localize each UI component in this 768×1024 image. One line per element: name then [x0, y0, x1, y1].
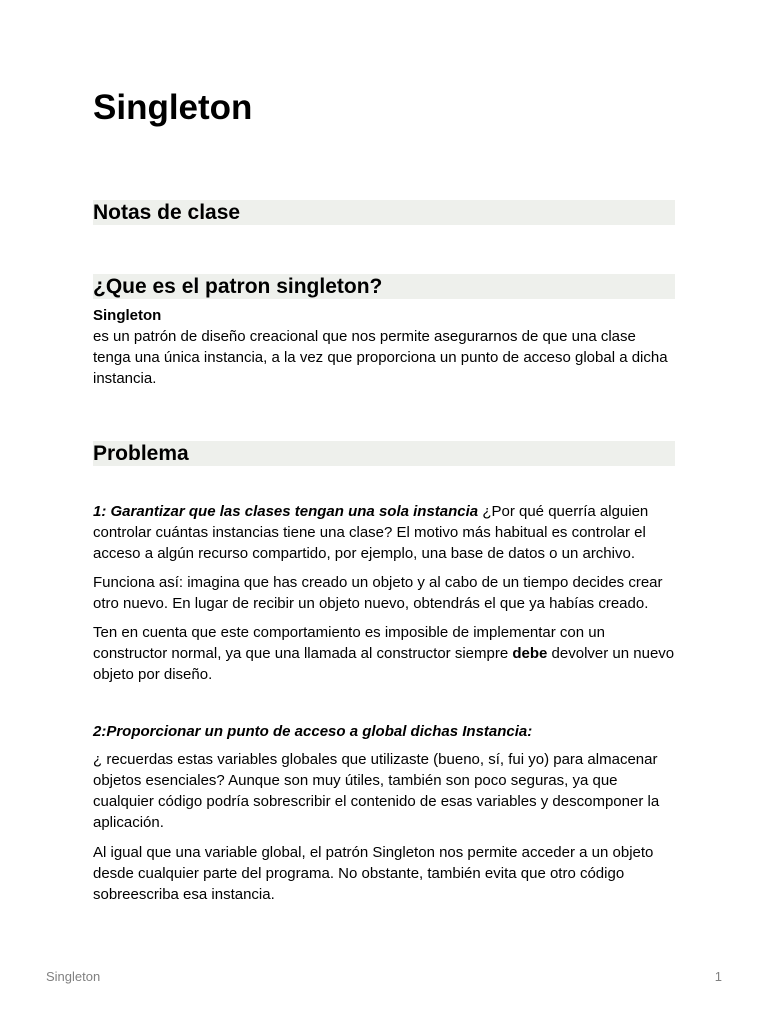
paragraph-3-text-before: Ten en cuenta que este comportamiento es imposible de implementar con un constructor normal, ya que una llamada al constructor siempre [93, 624, 605, 662]
problem-point-1-paragraph-2: Funciona así: imagina que has creado un objeto y al cabo de un tiempo decides crear otro nuevo. En lugar de recibir un objeto nuevo, obtendrás el que ya habías creado. [93, 574, 663, 612]
paragraph-3-bold-word: debe [512, 645, 548, 662]
section-heading-que-es: ¿Que es el patron singleton? [93, 274, 675, 299]
problem-point-1-title: 1: Garantizar que las clases tengan una sola instancia [93, 503, 479, 520]
problem-point-1-paragraph [93, 501, 675, 564]
problem-point-1-paragraph-3 [93, 622, 675, 685]
section-heading-notas: Notas de clase [93, 200, 675, 225]
problem-point-2-paragraph-1: ¿ recuerdas estas variables globales que utilizaste (bueno, sí, fui yo) para almacenar objetos esenciales? Aunque son muy útiles, también son poco seguras, ya que cualquier código podría sobrescribir el contenido de esas variables y descomponer la aplicación. [93, 751, 660, 831]
problem-point-2-title [93, 721, 675, 742]
section-heading-problema: Problema [93, 441, 675, 466]
definition-text: es un patrón de diseño creacional que nos permite asegurarnos de que una clase tenga una única instancia, a la vez que proporciona un punto de acceso global a dicha instancia. [93, 328, 668, 387]
definition-paragraph [93, 305, 675, 389]
problem-point-1-text: ¿Por qué querría alguien controlar cuántas instancias tiene una clase? El motivo más habitual es controlar el acceso a algún recurso compartido, por ejemplo, una base de datos o un archivo. [93, 503, 649, 562]
footer-page-number: 1 [714, 969, 722, 984]
definition-term: Singleton [93, 307, 162, 324]
problem-point-2-title-text: 2:Proporcionar un punto de acceso a global dichas Instancia: [93, 723, 533, 740]
paragraph-3-text-after: devolver un nuevo objeto por diseño. [93, 645, 675, 683]
document-title: Singleton [93, 88, 253, 127]
problem-point-2-paragraph-2: Al igual que una variable global, el patrón Singleton nos permite acceder a un objeto desde cualquier parte del programa. No obstante, también evita que otro código sobreescriba esa instancia. [93, 844, 654, 903]
footer-document-label: Singleton [46, 969, 101, 984]
